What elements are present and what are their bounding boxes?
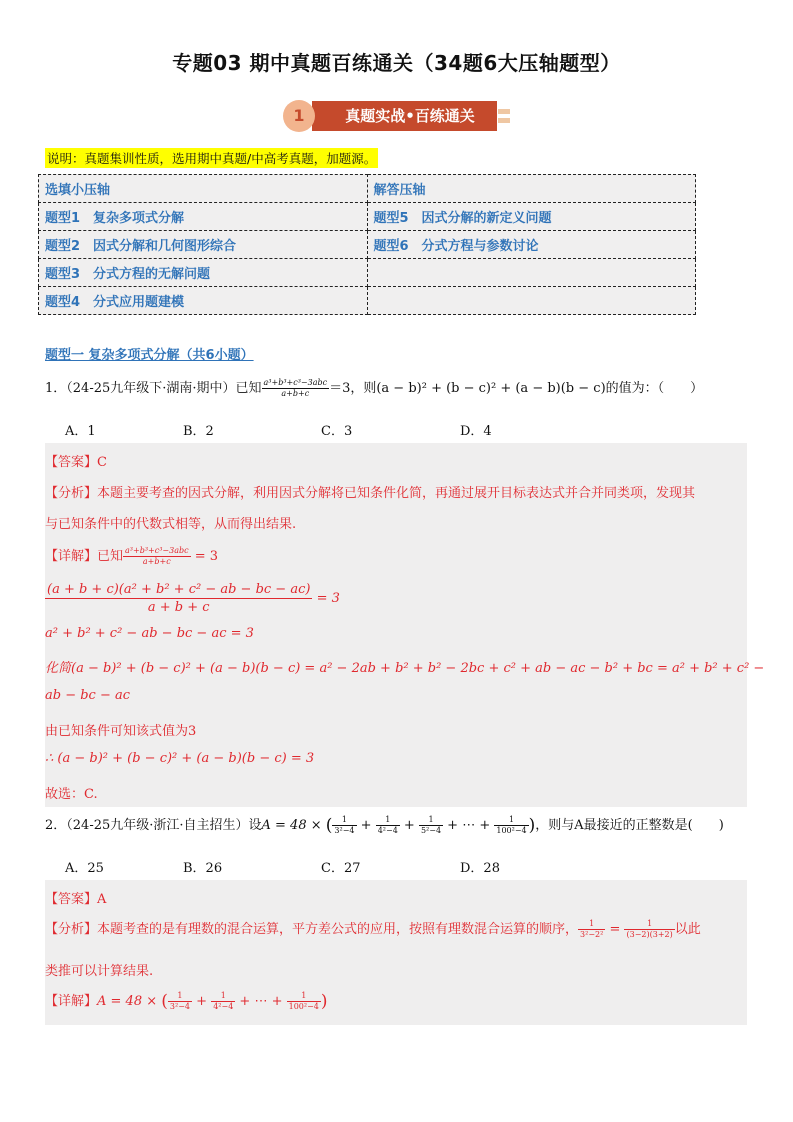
detail-2-line1: 【详解】A = 48 × ( $\frac{1}{\text{3²−4}}$ + $\frac{1}{\text{4²−4}}$ + ⋯ + $\frac{1}{\text{100²−4}}$ ) — [45, 991, 328, 1012]
toc-cell — [367, 287, 696, 315]
toc-cell: 题型1 复杂多项式分解 — [39, 203, 368, 231]
question-1-suffix: ＝3，则(a − b)² + (b − c)² + (a − b)(b − c)的值为：（ ） — [329, 381, 704, 396]
detail-1-big-fraction: $\frac{\text{(a + b + c)(a² + b² + c² − ab − bc − ac)}}{a + b + c}$ — [47, 582, 311, 615]
toc-cell: 解答压轴 — [367, 175, 696, 203]
option-d: D．4 — [460, 424, 492, 439]
frac-term: $\frac{1}{\text{5²−4}}$ — [420, 815, 442, 835]
detail-1-eq2: = 3 — [316, 591, 340, 606]
detail-1-line7: ∴ (a − b)² + (b − c)² + (a − b)(b − c) = 3 — [45, 751, 315, 766]
section-heading: 题型一 复杂多项式分解（共6小题） — [45, 348, 254, 363]
detail-1-line6: 由已知条件可知该式值为3 — [45, 724, 197, 739]
detail-1-line2 — [45, 581, 340, 616]
analysis-2-frac2: $\frac{1}{(3-2)(3+2)}$ — [626, 919, 673, 939]
detail-1-line5: ab − bc − ac — [45, 688, 131, 703]
analysis-2-frac: $\frac{1}{\text{3²−2²}}$ — [580, 919, 604, 939]
page-title: 专题03 期中真题百练通关（34题6大压轴题型） — [172, 51, 621, 75]
detail-2-label: 【详解】 — [45, 994, 98, 1009]
paren-open: ( — [161, 991, 168, 1012]
option-b: B．26 — [183, 861, 223, 876]
answer-box-1 — [45, 443, 765, 807]
frac-term: $\frac{1}{\text{4²−4}}$ — [377, 815, 398, 835]
answer-2: 【答案】A — [45, 892, 107, 907]
detail-1-line1 — [45, 545, 218, 567]
analysis-1-line2: 与已知条件中的代数式相等，从而得出结果. — [45, 517, 297, 532]
question-2-prefix: 2．（24-25九年级·浙江·自主招生）设 — [45, 818, 262, 833]
option-a: A．1 — [65, 424, 96, 439]
option-c: C．27 — [321, 861, 361, 876]
detail-1-line4: 化简(a − b)² + (b − c)² + (a − b)(b − c) = a² − 2ab + b² + b² − 2bc + c² + ab − ac − b² + bc = a² + b² + c² − — [45, 661, 765, 676]
banner-decoration — [498, 118, 510, 123]
toc-table — [38, 174, 696, 315]
toc-cell: 题型5 因式分解的新定义问题 — [367, 203, 696, 231]
toc-cell: 题型2 因式分解和几何图形综合 — [39, 231, 368, 259]
banner-label: 真题实战•百练通关 — [345, 107, 475, 125]
banner-number: 1 — [283, 100, 315, 132]
question-1-fraction: $\frac{\text{a³+b³+c³−3abc}}{a+b+c}$ — [263, 378, 328, 398]
question-1-prefix: 1．（24-25九年级下·湖南·期中）已知 — [45, 381, 262, 396]
question-2: 2．（24-25九年级·浙江·自主招生）设A = 48 × ( $\frac{1}{\text{3²−4}}$ + $\frac{1}{\text{4²−4}}$ + $\frac{1}{\text{5²−4}}$ + ⋯ + $\frac{1}{\text{100²−4}}$ )，则与A最接近的正整数是( ) — [45, 815, 724, 836]
analysis-2-text: 【分析】本题考查的是有理数的混合运算，平方差公式的应用，按照有理数混合运算的顺序， — [45, 922, 579, 937]
question-1 — [45, 377, 703, 399]
option-b: B．2 — [183, 424, 214, 439]
analysis-2-line2: 类推可以计算结果. — [45, 964, 154, 979]
frac-term: $\frac{1}{\text{3²−4}}$ — [169, 991, 191, 1011]
option-c: C．3 — [321, 424, 353, 439]
paren-open: ( — [325, 815, 333, 836]
frac-term: $\frac{1}{\text{100²−4}}$ — [288, 991, 319, 1011]
analysis-2-tail: 以此 — [674, 922, 701, 937]
answer-box-2 — [45, 880, 747, 1025]
toc-cell: 题型3 分式方程的无解问题 — [39, 259, 368, 287]
detail-1-line3: a² + b² + c² − ab − bc − ac = 3 — [45, 626, 254, 641]
detail-1-label: 【详解】已知 — [45, 549, 124, 564]
detail-1-line8: 故选：C. — [45, 787, 98, 802]
frac-term: $\frac{1}{\text{3²−4}}$ — [334, 815, 355, 835]
note-text: 说明：真题集训性质，选用期中真题/中高考真题，加题源。 — [45, 148, 378, 168]
frac-term: $\frac{1}{\text{100²−4}}$ — [496, 815, 527, 835]
detail-2-expr: A = 48 × — [97, 994, 158, 1009]
toc-cell: 选填小压轴 — [39, 175, 368, 203]
option-a: A．25 — [65, 861, 104, 876]
toc-cell — [367, 259, 696, 287]
frac-term: $\frac{1}{\text{4²−4}}$ — [213, 991, 234, 1011]
question-2-expr: A = 48 × — [261, 818, 322, 833]
toc-cell: 题型6 分式方程与参数讨论 — [367, 231, 696, 259]
analysis-1-line1: 【分析】本题主要考查的因式分解，利用因式分解将已知条件化简，再通过展开目标表达式并合并同类项，发现其 — [45, 486, 696, 501]
question-2-suffix: ，则与A最接近的正整数是( ) — [535, 818, 724, 833]
analysis-2-line1: 【分析】本题考查的是有理数的混合运算，平方差公式的应用，按照有理数混合运算的顺序， $\frac{1}{\text{3²−2²}}$ = $\frac{1}{(3-2)(3+2)}$ 以此 — [45, 919, 701, 939]
paren-close: ) — [528, 815, 536, 836]
detail-1-fraction: $\frac{\text{a³+b³+c³−3abc}}{a+b+c}$ — [125, 546, 189, 566]
toc-cell: 题型4 分式应用题建模 — [39, 287, 368, 315]
detail-1-eq: = 3 — [194, 549, 219, 564]
banner-decoration — [498, 109, 510, 114]
paren-close: ) — [320, 991, 328, 1012]
option-d: D．28 — [460, 861, 500, 876]
answer-1: 【答案】C — [45, 455, 107, 470]
